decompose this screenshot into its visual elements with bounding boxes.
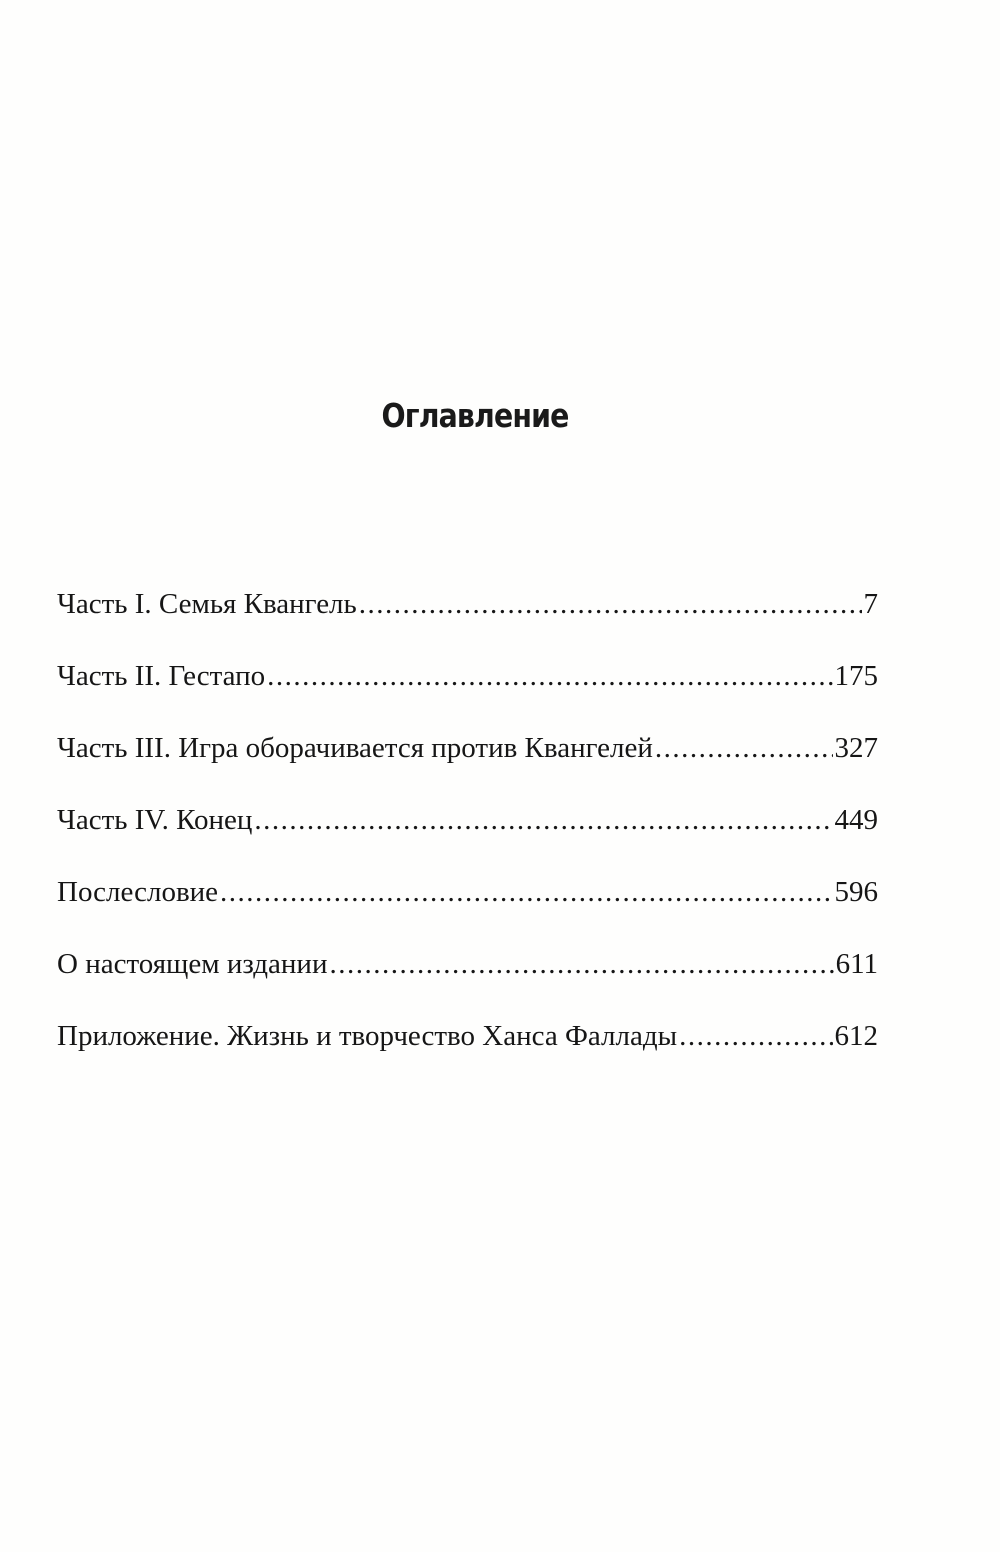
toc-entry-page: 327 (834, 732, 878, 764)
toc-entry[interactable] (57, 588, 878, 660)
toc-leader-dots (679, 1020, 832, 1053)
toc-leader-dots (267, 660, 832, 693)
toc-entry[interactable] (57, 876, 878, 948)
toc-entry[interactable] (57, 804, 878, 876)
toc-entry[interactable] (57, 948, 878, 1020)
toc-leader-dots (655, 732, 833, 765)
toc-entry[interactable] (57, 732, 878, 804)
toc-title: Оглавление (381, 396, 569, 435)
toc-leader-dots (359, 588, 862, 621)
toc-entry-label: Послесловие (57, 876, 219, 908)
toc-entry[interactable] (57, 1020, 878, 1092)
toc-list (57, 588, 878, 1092)
toc-leader-dots (220, 876, 832, 909)
toc-entry-label: Часть II. Гестапо (57, 660, 266, 692)
toc-entry-page: 175 (834, 660, 878, 692)
toc-entry-page: 596 (834, 876, 878, 908)
toc-leader-dots (254, 804, 832, 837)
toc-leader-dots (329, 948, 833, 981)
toc-entry-page: 611 (835, 948, 878, 980)
toc-entry-label: О настоящем издании (57, 948, 328, 980)
toc-entry-label: Приложение. Жизнь и творчество Ханса Фаллады (57, 1020, 678, 1052)
toc-entry[interactable] (57, 660, 878, 732)
toc-entry-page: 612 (834, 1020, 878, 1052)
toc-entry-label: Часть III. Игра оборачивается против Квангелей (57, 732, 653, 764)
toc-entry-label: Часть IV. Конец (57, 804, 253, 836)
toc-entry-page: 449 (834, 804, 878, 836)
toc-entry-page: 7 (863, 588, 878, 620)
toc-entry-label: Часть I. Семья Квангель (57, 588, 357, 620)
